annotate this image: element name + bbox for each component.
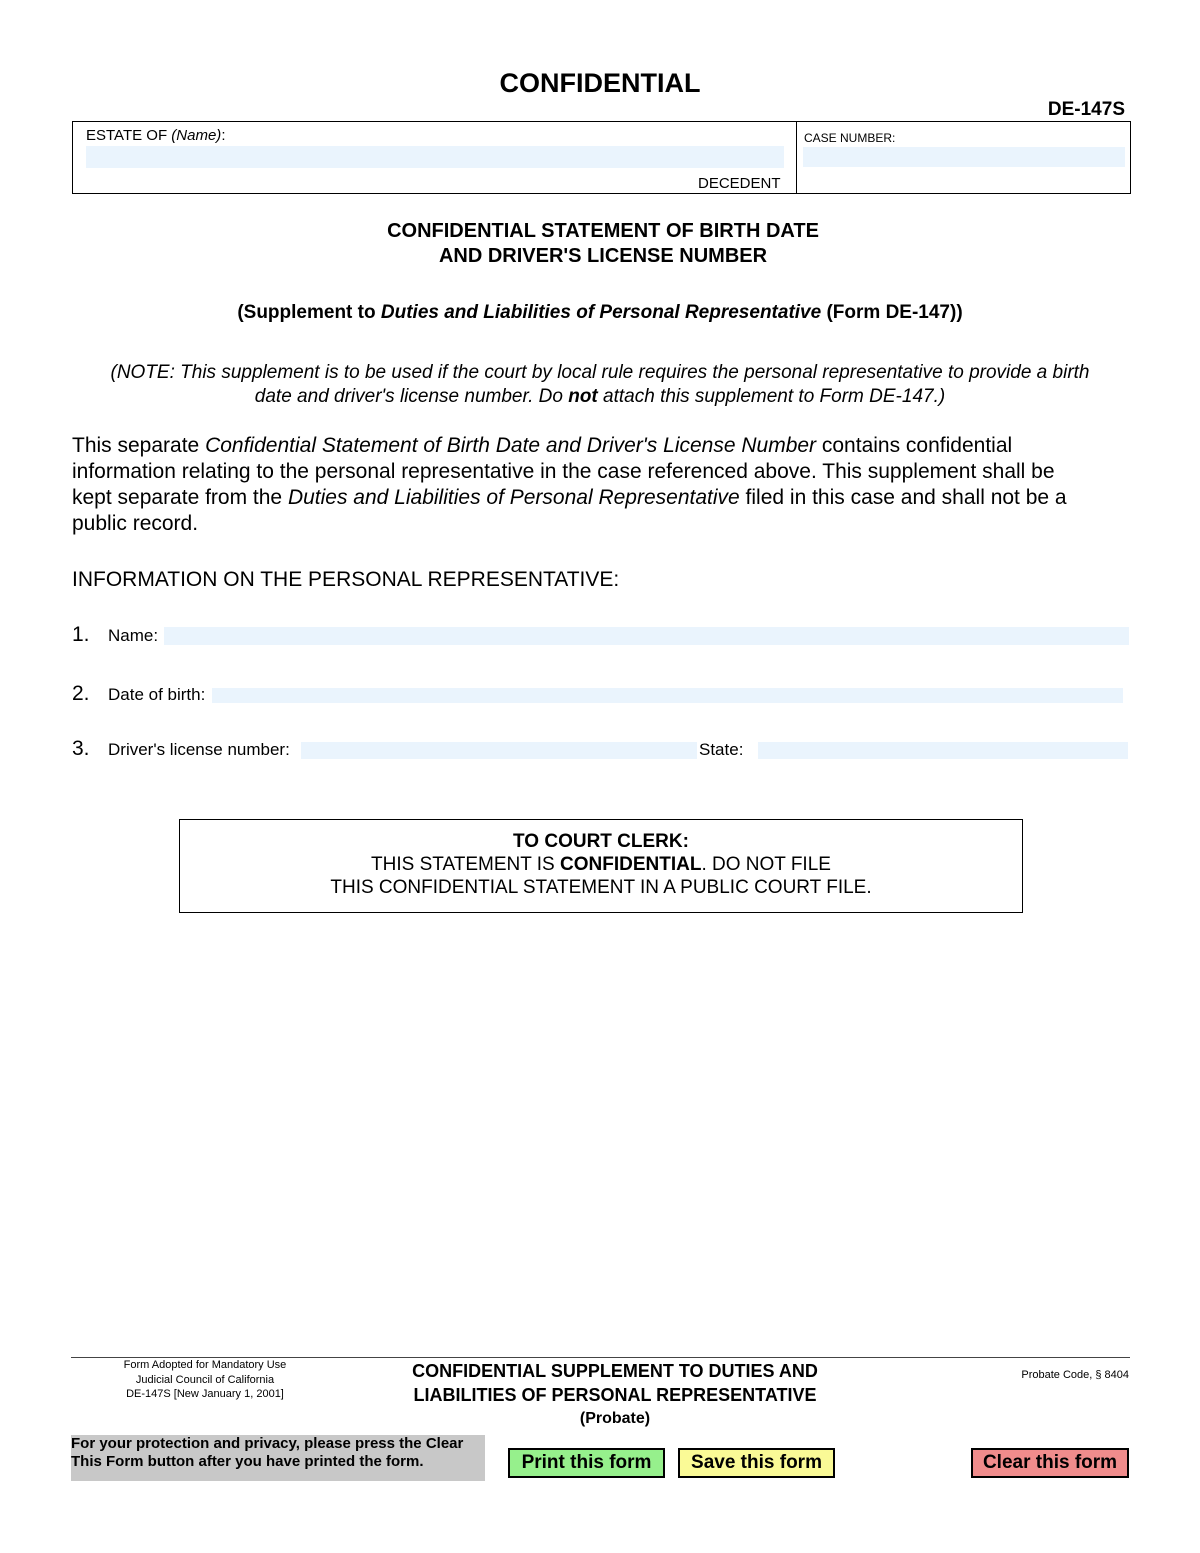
clerk-line2-pre: THIS STATEMENT IS	[371, 854, 560, 875]
form-title-line2: AND DRIVER'S LICENSE NUMBER	[438, 245, 768, 267]
note-line2-pre: date and driver's license number. Do	[254, 386, 569, 407]
supplement-pre: (Supplement to	[237, 302, 381, 323]
date-of-birth-field[interactable]	[212, 688, 1123, 703]
privacy-notice-line2: This Form button after you have printed the form.	[71, 1453, 424, 1470]
note-line1: (NOTE: This supplement is to be used if the court by local rule requires the personal representative to provide a birth	[110, 362, 1090, 383]
date-of-birth-label: Date of birth:	[108, 685, 206, 704]
state-label: State:	[699, 740, 744, 759]
body-l1-post: contains confidential	[816, 434, 1013, 457]
court-clerk-line3: THIS CONFIDENTIAL STATEMENT IN A PUBLIC COURT FILE.	[330, 877, 872, 898]
estate-name-hint: (Name)	[171, 127, 222, 144]
court-clerk-title: TO COURT CLERK:	[513, 831, 689, 852]
court-clerk-line2	[179, 854, 1023, 876]
body-l1-pre: This separate	[72, 434, 206, 457]
clear-form-button[interactable]: Clear this form	[971, 1448, 1129, 1478]
body-l3-pre: kept separate from the	[72, 486, 288, 509]
case-number-field[interactable]	[803, 147, 1125, 167]
clerk-line2-bold: CONFIDENTIAL	[560, 854, 702, 875]
supplement-italic: Duties and Liabilities of Personal Representative	[380, 302, 822, 323]
footer-divider	[71, 1357, 1130, 1358]
name-field[interactable]	[164, 627, 1129, 645]
estate-colon: :	[221, 127, 226, 144]
privacy-notice-line1: For your protection and privacy, please press the Clear	[71, 1435, 464, 1452]
footer-title-line2: LIABILITIES OF PERSONAL REPRESENTATIVE	[413, 1385, 817, 1405]
body-l3-post: filed in this case and shall not be a	[739, 486, 1067, 509]
caption-divider	[796, 121, 797, 193]
note-line2	[0, 386, 1200, 408]
name-label: Name:	[108, 626, 159, 645]
form-number: DE-147S	[1047, 99, 1125, 120]
body-line1	[72, 434, 1012, 458]
note-line2-post: attach this supplement to Form DE-147.)	[597, 386, 946, 407]
clerk-line2-post: . DO NOT FILE	[701, 854, 831, 875]
item-number-3: 3.	[72, 737, 90, 760]
info-heading: INFORMATION ON THE PERSONAL REPRESENTATIVE:	[72, 568, 620, 591]
footer-probate-code: Probate Code, § 8404	[1021, 1369, 1129, 1381]
footer-form-revision: DE-147S [New January 1, 2001]	[126, 1388, 284, 1400]
item-number-2: 2.	[72, 682, 90, 705]
body-line3	[72, 486, 1067, 510]
note-line2-bold: not	[568, 386, 598, 407]
item-number-1: 1.	[72, 623, 90, 646]
estate-prefix: ESTATE OF	[86, 127, 172, 144]
footer-title-line1: CONFIDENTIAL SUPPLEMENT TO DUTIES AND	[412, 1361, 818, 1381]
supplement-post: (Form DE-147))	[821, 302, 963, 323]
footer-adopted: Form Adopted for Mandatory Use	[123, 1359, 287, 1371]
state-field[interactable]	[758, 742, 1128, 759]
form-title-line1: CONFIDENTIAL STATEMENT OF BIRTH DATE	[387, 220, 819, 242]
estate-name-field[interactable]	[86, 146, 784, 168]
drivers-license-label: Driver's license number:	[108, 740, 290, 759]
body-l1-italic: Confidential Statement of Birth Date and Driver's License Number	[205, 434, 817, 457]
body-line2: information relating to the personal representative in the case referenced above. This supplement shall be	[72, 460, 1055, 483]
body-l3-italic: Duties and Liabilities of Personal Representative	[287, 486, 740, 509]
footer-council: Judicial Council of California	[135, 1374, 275, 1386]
body-line4: public record.	[72, 512, 199, 535]
case-number-label: CASE NUMBER:	[804, 131, 896, 145]
supplement-subtitle	[0, 302, 1200, 324]
print-form-button[interactable]: Print this form	[508, 1448, 665, 1478]
save-form-button[interactable]: Save this form	[678, 1448, 835, 1478]
footer-title-line3: (Probate)	[579, 1410, 651, 1427]
estate-of-label	[86, 127, 225, 144]
drivers-license-field[interactable]	[301, 742, 697, 759]
decedent-label: DECEDENT	[698, 175, 781, 192]
confidential-heading: CONFIDENTIAL	[499, 68, 701, 98]
